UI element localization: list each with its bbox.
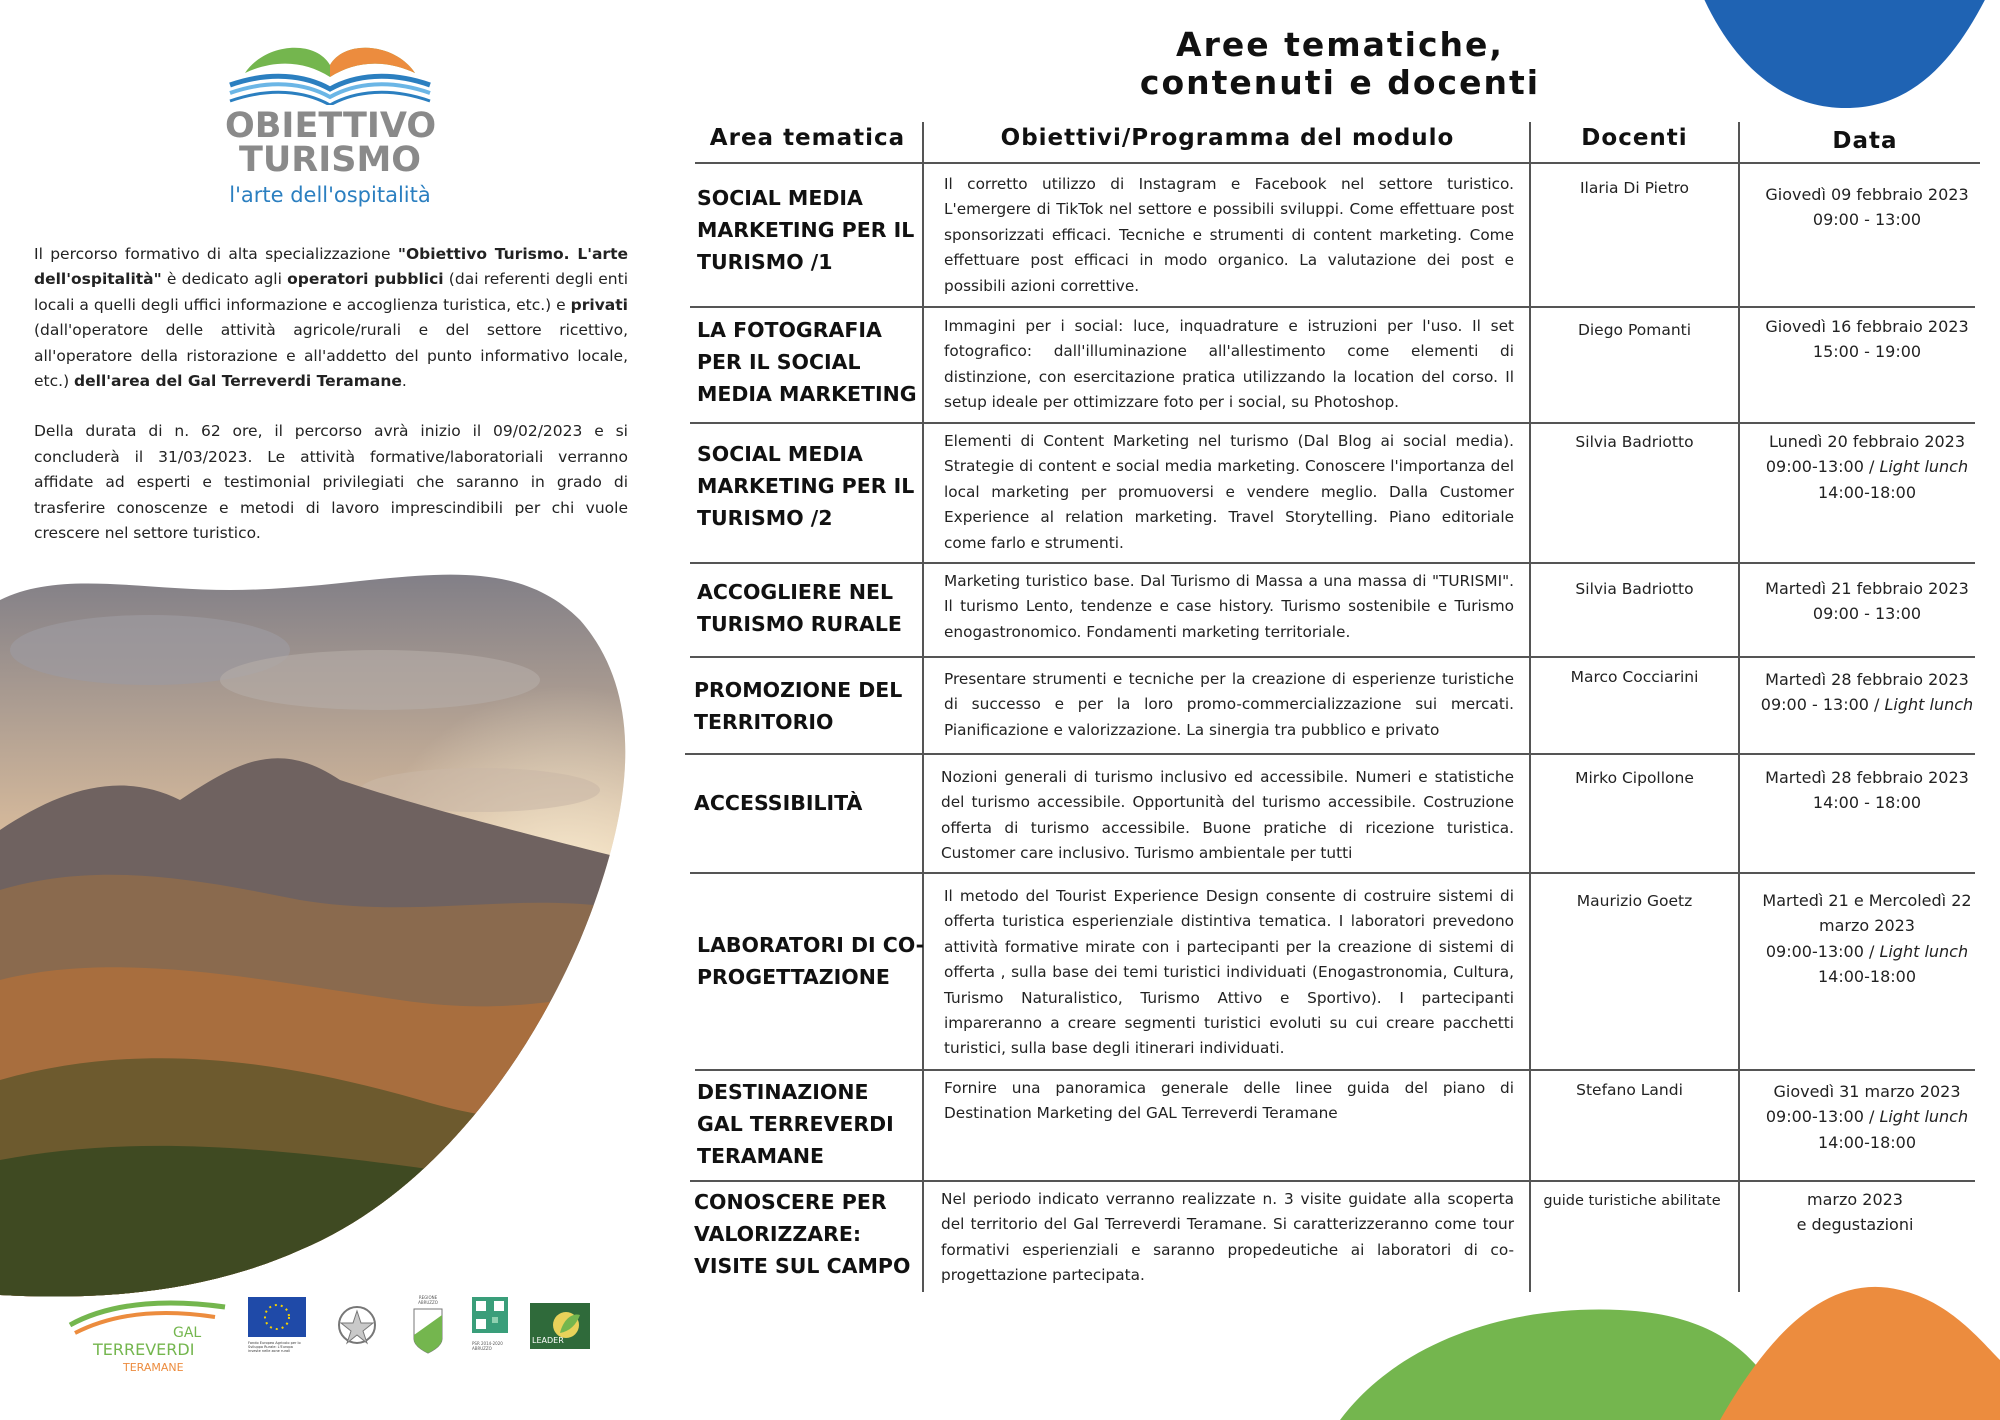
row4-area: ACCOGLIERE NEL TURISMO RURALE [697, 580, 902, 636]
table-rule [690, 1180, 1975, 1182]
row2-docente: Diego Pomanti [1577, 321, 1692, 339]
header-area-tematica: Area tematica [709, 125, 906, 151]
book-wave-icon [225, 35, 435, 105]
row1-docente: Ilaria Di Pietro [1579, 179, 1690, 197]
row8-program: Fornire una panoramica generale delle linee guida del piano di Destination Marketing del GAL Terreverdi Teramane [944, 1079, 1514, 1123]
row5-docente: Marco Cocciarini [1570, 668, 1699, 686]
row5-area: PROMOZIONE DEL TERRITORIO [694, 678, 903, 734]
row4-program: Marketing turistico base. Dal Turismo di Massa a una massa di "TURISMI". Il turismo Lento, tendenze e case history. Turismo sostenibile e Turismo enogastronomico. Fondamenti marketing territoriale. [944, 572, 1514, 641]
row1-area: SOCIAL MEDIA MARKETING PER IL TURISMO /1 [697, 186, 915, 274]
table-rule [685, 753, 1975, 755]
row2-date: Giovedì 16 febbraio 2023 15:00 - 19:00 [1765, 317, 1969, 362]
table-rule [695, 1069, 1975, 1071]
psr-abruzzo-qr-logo: PSR 2014-2020 ABRUZZO [472, 1297, 512, 1355]
row6-docente: Mirko Cipollone [1575, 769, 1694, 787]
decorative-green-orange-blob [1340, 1280, 2000, 1420]
table-rule [690, 306, 1975, 308]
intro-paragraph-1: Il percorso formativo di alta specializzazione "Obiettivo Turismo. L'arte dell'ospitalità" è dedicato agli operatori pubblici (dai referenti degli enti locali a quelli degli uffici informazione e accoglienza turistica, etc.) e privati (dall'operatore delle attività agricole/rurali e del settore ricettivo, all'operatore della ristorazione e all'addetto del punto informativo locale, etc.) dell'area del Gal Terreverdi Teramane. [34, 245, 629, 391]
row6-date: Martedì 28 febbraio 2023 14:00 - 18:00 [1765, 768, 1969, 813]
table-rule [690, 872, 1975, 874]
row3-program: Elementi di Content Marketing nel turismo (Dal Blog ai social media). Strategie di content e social media marketing. Conoscere l'importanza del local marketing per promuoversi e vendere meglio. Dalla Customer Experience al relation marketing. Travel Storytelling. Piano editoriale come farlo e strumenti. [944, 432, 1514, 552]
row5-date: Martedì 28 febbraio 2023 09:00 - 13:00 / Light lunch [1760, 670, 1974, 715]
row5-program: Presentare strumenti e tecniche per la creazione di esperienze turistiche di successo e per la loro promo-commercializzazione sui mercati. Pianificazione e valorizzazione. La sinergia tra pubblico e privato [944, 670, 1514, 739]
table-divider [1529, 122, 1531, 1292]
header-obiettivi: Obiettivi/Programma del modulo [1000, 125, 1455, 151]
table-divider [1738, 122, 1740, 1292]
row7-program: Il metodo del Tourist Experience Design consente di costruire sistemi di offerta turistica esperienziale distintiva tematica. I laboratori prevedono attività formative mirate con i partecipanti per la creazione di sistemi di offerta , sulla base dei temi turistici individuati (Enogastronomia, Cultura, Turismo Naturalistico, Turismo Attivo e Sportivo). I partecipanti impareranno a creare segmenti turistici evoluti su cui creare pacchetti turistici, sulla base degli itinerari individuati. [944, 887, 1514, 1058]
intro-text [34, 242, 628, 571]
row4-docente: Silvia Badriotto [1575, 580, 1694, 598]
logo-tagline: l'arte dell'ospitalità [229, 183, 431, 207]
row6-area: ACCESSIBILITÀ [694, 791, 863, 815]
table-rule [690, 656, 1975, 658]
landscape-photo [0, 560, 630, 1300]
row7-area: LABORATORI DI CO-PROGETTAZIONE [697, 933, 925, 989]
row1-date: Giovedì 09 febbraio 2023 09:00 - 13:00 [1765, 185, 1969, 230]
row2-area: LA FOTOGRAFIA PER IL SOCIAL MEDIA MARKETING [697, 318, 917, 406]
row1-program: Il corretto utilizzo di Instagram e Facebook nel settore turistico. L'emergere di TikTok nel settore e possibili sviluppi. Come effettuare post sponsorizzati efficaci. Tecniche e strumenti di content marketing. Come effettuare post efficaci in modo organico. La valutazione dei post e possibili azioni correttive. [944, 175, 1514, 295]
leader-logo [530, 1303, 590, 1349]
header-data: Data [1832, 128, 1898, 154]
obiettivo-turismo-logo [225, 35, 435, 215]
row6-program: Nozioni generali di turismo inclusivo ed accessibile. Numeri e statistiche del turismo accessibile. Opportunità del turismo accessibile. Costruzione offerta di turismo accessibile. Buone pratiche di ricezione turistica. Customer care inclusivo. Turismo ambientale per tutti [941, 768, 1514, 863]
row9-date: marzo 2023 e degustazioni [1796, 1190, 1914, 1235]
regione-abruzzo-logo: REGIONE ABRUZZO [410, 1295, 446, 1357]
header-docenti: Docenti [1581, 125, 1688, 151]
svg-text:TERAMANE: TERAMANE [123, 1361, 184, 1374]
gal-terreverdi-logo [65, 1295, 235, 1375]
decorative-blue-blob [1690, 0, 2000, 120]
table-divider [922, 122, 924, 1292]
table-rule [695, 162, 1980, 164]
eu-flag-logo: Fondo Europeo Agricolo per lo Sviluppo Rurale: L'Europa investe nelle zone rurali [248, 1297, 306, 1357]
page-title: Aree tematiche, contenuti e docenti [1139, 25, 1541, 102]
table-rule [690, 422, 1975, 424]
row3-docente: Silvia Badriotto [1575, 433, 1694, 451]
partner-logos [65, 1295, 605, 1375]
svg-text:TERREVERDI: TERREVERDI [93, 1340, 195, 1359]
svg-text:LEADER: LEADER [532, 1336, 564, 1345]
row3-area: SOCIAL MEDIA MARKETING PER IL TURISMO /2 [697, 442, 915, 530]
row8-docente: Stefano Landi [1576, 1081, 1683, 1099]
intro-paragraph-2: Della durata di n. 62 ore, il percorso avrà inizio il 09/02/2023 e si concluderà il 31/03/2023. Le attività formative/laboratoriali verranno affidate ad esperti e testimonial privilegiati che saranno in grado di trasferire conoscenze e metodi di lavoro imprescindibili per chi vuole crescere nel settore turistico. [34, 422, 628, 543]
svg-text:GAL: GAL [173, 1325, 202, 1341]
row9-program: Nel periodo indicato verranno realizzate n. 3 visite guidate alla scoperta del territorio del Gal Terreverdi Teramane. Si caratterizzeranno come tour formativi esperienziali e saranno propedeutiche ai laboratori di co-progettazione partecipata. [941, 1190, 1514, 1285]
row3-date: Lunedì 20 febbraio 2023 09:00-13:00 / Light lunch 14:00-18:00 [1765, 432, 1969, 502]
logo-line1: OBIETTIVO [225, 106, 437, 146]
row8-area: DESTINAZIONE GAL TERREVERDI TERAMANE [697, 1080, 894, 1168]
row2-program: Immagini per i social: luce, inquadrature e istruzioni per l'uso. Il set fotografico: dall'illuminazione all'allestimento come elementi di distinzione, con esercitazione pratica utilizzando la location del corso. Il setup ideale per ottimizzare foto per i social, su Photoshop. [944, 317, 1514, 412]
italian-republic-emblem [335, 1301, 379, 1351]
row9-docente: guide turistiche abilitate [1543, 1193, 1721, 1209]
row7-date: Martedì 21 e Mercoledì 22 marzo 2023 09:00-13:00 / Light lunch 14:00-18:00 [1762, 891, 1972, 987]
row4-date: Martedì 21 febbraio 2023 09:00 - 13:00 [1765, 579, 1969, 624]
logo-line2: TURISMO [238, 140, 422, 180]
row9-area: CONOSCERE PER VALORIZZARE: VISITE SUL CAMPO [694, 1190, 911, 1278]
table-rule [690, 562, 1975, 564]
row7-docente: Maurizio Goetz [1576, 892, 1693, 910]
row8-date: Giovedì 31 marzo 2023 09:00-13:00 / Light lunch 14:00-18:00 [1765, 1082, 1969, 1152]
